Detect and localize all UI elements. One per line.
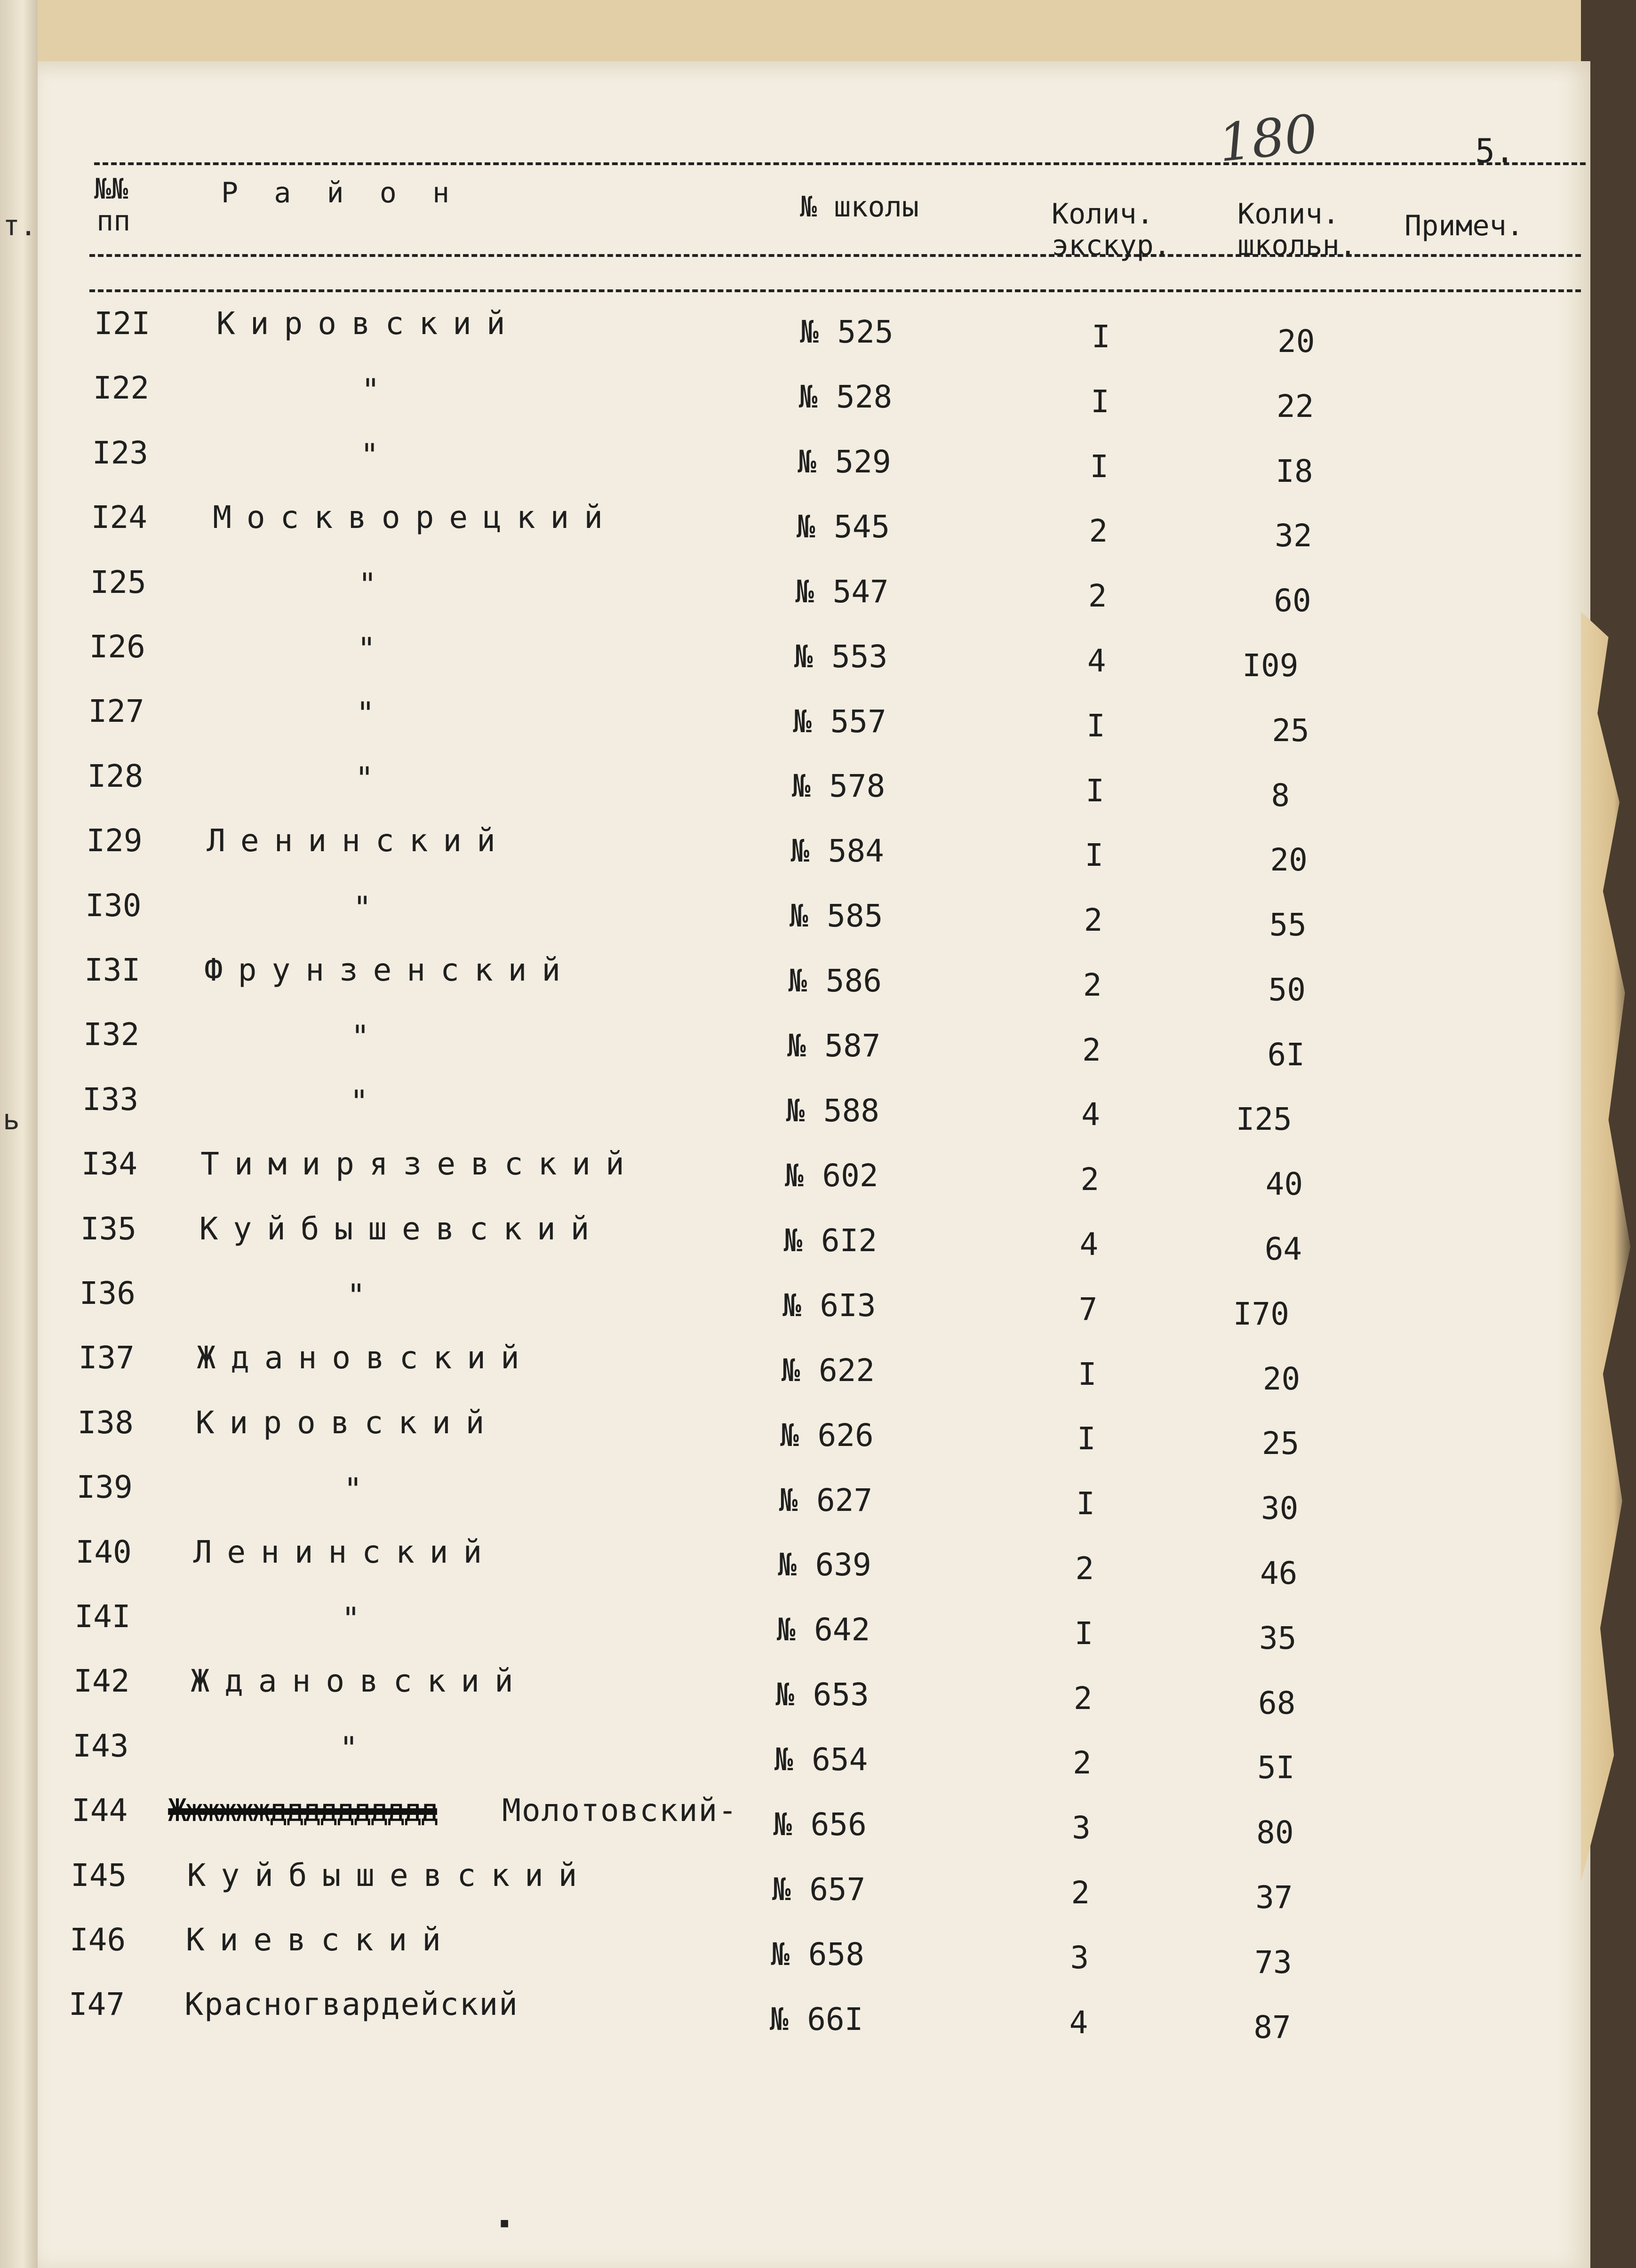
row-district: Ленинский bbox=[193, 1533, 497, 1570]
row-students: 22 bbox=[1277, 388, 1314, 424]
row-school: № 528 bbox=[798, 378, 893, 415]
header-num: №№ bbox=[94, 173, 128, 206]
row-excursions: 4 bbox=[1079, 1226, 1099, 1263]
row-district: Куйбышевский bbox=[199, 1210, 605, 1247]
row-excursions: I bbox=[1074, 1615, 1093, 1652]
left-page-fragment: ь bbox=[3, 1103, 20, 1136]
row-students: I8 bbox=[1276, 453, 1313, 489]
row-school: № 557 bbox=[793, 703, 886, 740]
row-number: I35 bbox=[80, 1210, 137, 1247]
header-notes: Примеч. bbox=[1405, 209, 1524, 242]
header-excursions-sub: экскур. bbox=[1052, 229, 1171, 262]
row-excursions: 3 bbox=[1072, 1810, 1091, 1846]
row-school: № 6I2 bbox=[783, 1222, 878, 1259]
row-number: I28 bbox=[87, 758, 144, 794]
row-school: № 587 bbox=[787, 1028, 881, 1064]
row-number: I23 bbox=[92, 434, 149, 471]
row-district-ditto: " bbox=[343, 1471, 362, 1508]
row-number: I26 bbox=[89, 629, 145, 665]
row-school: № 529 bbox=[798, 443, 891, 480]
row-district: Красногвардейский bbox=[184, 1986, 519, 2023]
page-number: 5. bbox=[1475, 132, 1515, 170]
row-number: I43 bbox=[72, 1727, 129, 1764]
header-school: № школы bbox=[800, 191, 919, 224]
left-page-fragment: т. bbox=[3, 209, 37, 242]
row-students: I09 bbox=[1242, 647, 1299, 684]
archive-sheet-number: 180 bbox=[1215, 103, 1321, 174]
row-number: I36 bbox=[79, 1275, 136, 1311]
row-number: I46 bbox=[70, 1922, 126, 1958]
row-students: 20 bbox=[1270, 842, 1308, 878]
row-school: № 545 bbox=[796, 508, 890, 545]
row-students: 55 bbox=[1269, 907, 1307, 943]
row-number: I45 bbox=[71, 1857, 127, 1893]
row-students: 32 bbox=[1275, 518, 1312, 554]
row-number: I2I bbox=[94, 305, 151, 342]
row-excursions: 2 bbox=[1082, 1031, 1101, 1068]
header-excursions: Колич. bbox=[1052, 198, 1154, 231]
row-excursions: I bbox=[1092, 319, 1110, 355]
row-number: I42 bbox=[73, 1663, 130, 1700]
row-district-ditto: " bbox=[350, 1083, 369, 1120]
row-school: № 6I3 bbox=[782, 1287, 876, 1324]
row-students: 64 bbox=[1264, 1231, 1302, 1268]
row-students: 40 bbox=[1265, 1166, 1303, 1203]
row-excursions: 7 bbox=[1078, 1291, 1098, 1327]
row-excursions: I bbox=[1076, 1485, 1095, 1522]
row-district-ditto: " bbox=[361, 372, 380, 409]
row-excursions: 2 bbox=[1089, 513, 1108, 550]
row-students: 50 bbox=[1268, 971, 1306, 1008]
row-students: 60 bbox=[1274, 583, 1311, 619]
header-num-sub: пп bbox=[96, 205, 131, 238]
row-excursions: 2 bbox=[1073, 1680, 1093, 1717]
row-school: № 588 bbox=[786, 1093, 880, 1129]
row-school: № 66I bbox=[769, 2001, 863, 2037]
torn-edge bbox=[1581, 612, 1636, 1882]
row-students: 73 bbox=[1254, 1944, 1292, 1981]
header-top-rule bbox=[94, 162, 1586, 165]
row-students: 6I bbox=[1267, 1036, 1305, 1073]
row-excursions: 4 bbox=[1087, 642, 1106, 679]
row-excursions: I bbox=[1085, 837, 1104, 874]
row-number: I44 bbox=[72, 1792, 128, 1829]
row-district: Москворецкий bbox=[213, 499, 618, 536]
header-bottom-rule bbox=[89, 289, 1581, 292]
row-excursions: 4 bbox=[1069, 2004, 1088, 2041]
row-number: I22 bbox=[93, 370, 150, 407]
row-school: № 586 bbox=[788, 963, 882, 999]
row-excursions: I bbox=[1077, 1356, 1097, 1392]
row-excursions: 2 bbox=[1088, 578, 1107, 615]
row-number: I37 bbox=[78, 1340, 135, 1376]
row-number: I3I bbox=[84, 952, 141, 988]
row-district-ditto: " bbox=[355, 760, 374, 797]
row-excursions: 2 bbox=[1084, 902, 1103, 939]
row-school: № 585 bbox=[789, 898, 883, 934]
row-number: I38 bbox=[77, 1404, 134, 1441]
left-page-edge bbox=[0, 0, 38, 2268]
row-school: № 547 bbox=[795, 573, 889, 610]
row-number: I33 bbox=[82, 1081, 139, 1118]
row-excursions: I bbox=[1091, 383, 1109, 420]
row-students: 25 bbox=[1261, 1425, 1300, 1462]
row-district: Ленинский bbox=[207, 823, 511, 859]
row-school: № 584 bbox=[790, 833, 884, 870]
row-students: 37 bbox=[1255, 1879, 1293, 1916]
row-students: I70 bbox=[1233, 1295, 1289, 1332]
row-school: № 654 bbox=[774, 1741, 868, 1778]
row-number: I24 bbox=[91, 499, 147, 536]
row-school: № 627 bbox=[779, 1482, 873, 1518]
row-district-ditto: " bbox=[351, 1019, 370, 1055]
header-students-sub: школьн. bbox=[1237, 229, 1357, 262]
row-students: 87 bbox=[1253, 2009, 1291, 2045]
row-excursions: I bbox=[1077, 1421, 1096, 1457]
row-school: № 657 bbox=[772, 1871, 866, 1908]
row-district: Куйбышевский bbox=[187, 1857, 592, 1893]
row-school: № 553 bbox=[794, 638, 888, 675]
row-district-ditto: " bbox=[360, 437, 379, 473]
row-students: 20 bbox=[1262, 1360, 1301, 1397]
dot-mark: ▪ bbox=[499, 2212, 511, 2233]
row-district-ditto: " bbox=[356, 695, 375, 732]
row-school: № 656 bbox=[773, 1806, 867, 1843]
row-district: Тимирязевский bbox=[200, 1146, 639, 1182]
row-district-struck: Жжжжжждддддддддд bbox=[168, 1792, 437, 1829]
row-students: 5I bbox=[1257, 1749, 1295, 1786]
row-students: 35 bbox=[1259, 1620, 1297, 1656]
row-district: Киевский bbox=[186, 1922, 456, 1958]
row-school: № 642 bbox=[776, 1612, 870, 1648]
row-number: I29 bbox=[86, 823, 143, 859]
row-school: № 602 bbox=[784, 1157, 878, 1194]
row-school: № 622 bbox=[781, 1352, 875, 1389]
row-school: № 658 bbox=[771, 1936, 864, 1973]
row-students: 20 bbox=[1277, 323, 1315, 359]
row-number: I34 bbox=[81, 1146, 138, 1182]
row-number: I47 bbox=[68, 1986, 125, 2023]
row-district: Ждановский bbox=[191, 1663, 528, 1700]
row-number: I30 bbox=[85, 887, 142, 924]
row-number: I32 bbox=[83, 1016, 140, 1053]
row-district-ditto: " bbox=[358, 566, 377, 603]
row-district: Кировский bbox=[216, 305, 520, 342]
header-mid-rule bbox=[89, 254, 1581, 257]
row-district: Кировский bbox=[195, 1404, 500, 1441]
row-students: 25 bbox=[1272, 712, 1309, 749]
row-excursions: 2 bbox=[1083, 966, 1102, 1003]
row-district-ditto: " bbox=[353, 889, 372, 926]
row-excursions: 2 bbox=[1072, 1745, 1092, 1781]
row-number: I27 bbox=[88, 693, 144, 730]
row-students: 30 bbox=[1261, 1490, 1299, 1527]
row-excursions: I bbox=[1086, 707, 1105, 744]
row-excursions: 2 bbox=[1071, 1874, 1090, 1911]
row-excursions: 2 bbox=[1080, 1161, 1100, 1198]
row-excursions: I bbox=[1090, 448, 1109, 485]
row-school: № 525 bbox=[800, 314, 894, 350]
row-number: I40 bbox=[75, 1533, 132, 1570]
row-excursions: I bbox=[1085, 772, 1104, 809]
row-school: № 578 bbox=[791, 768, 886, 805]
row-district: Ждановский bbox=[197, 1340, 535, 1376]
row-excursions: 3 bbox=[1070, 1939, 1089, 1976]
row-excursions: 4 bbox=[1081, 1096, 1100, 1133]
row-district: Фрунзенский bbox=[204, 952, 576, 988]
row-excursions: 2 bbox=[1075, 1550, 1094, 1587]
row-school: № 639 bbox=[778, 1547, 871, 1583]
row-district-ditto: " bbox=[339, 1730, 359, 1766]
row-students: 80 bbox=[1256, 1814, 1294, 1851]
row-students: 68 bbox=[1258, 1685, 1296, 1721]
row-district-ditto: " bbox=[357, 631, 376, 667]
row-school: № 653 bbox=[775, 1677, 869, 1713]
row-school: № 626 bbox=[780, 1417, 874, 1453]
row-number: I25 bbox=[90, 564, 146, 600]
header-students: Колич. bbox=[1237, 198, 1340, 231]
row-students: 46 bbox=[1260, 1555, 1298, 1591]
header-district: Р а й о н bbox=[221, 176, 459, 209]
row-students: I25 bbox=[1236, 1101, 1292, 1138]
row-district: Молотовский- bbox=[502, 1792, 738, 1829]
row-number: I4I bbox=[74, 1598, 131, 1635]
row-number: I39 bbox=[76, 1469, 133, 1506]
row-district-ditto: " bbox=[341, 1601, 360, 1637]
row-students: 8 bbox=[1271, 777, 1290, 814]
row-district-ditto: " bbox=[346, 1278, 366, 1314]
